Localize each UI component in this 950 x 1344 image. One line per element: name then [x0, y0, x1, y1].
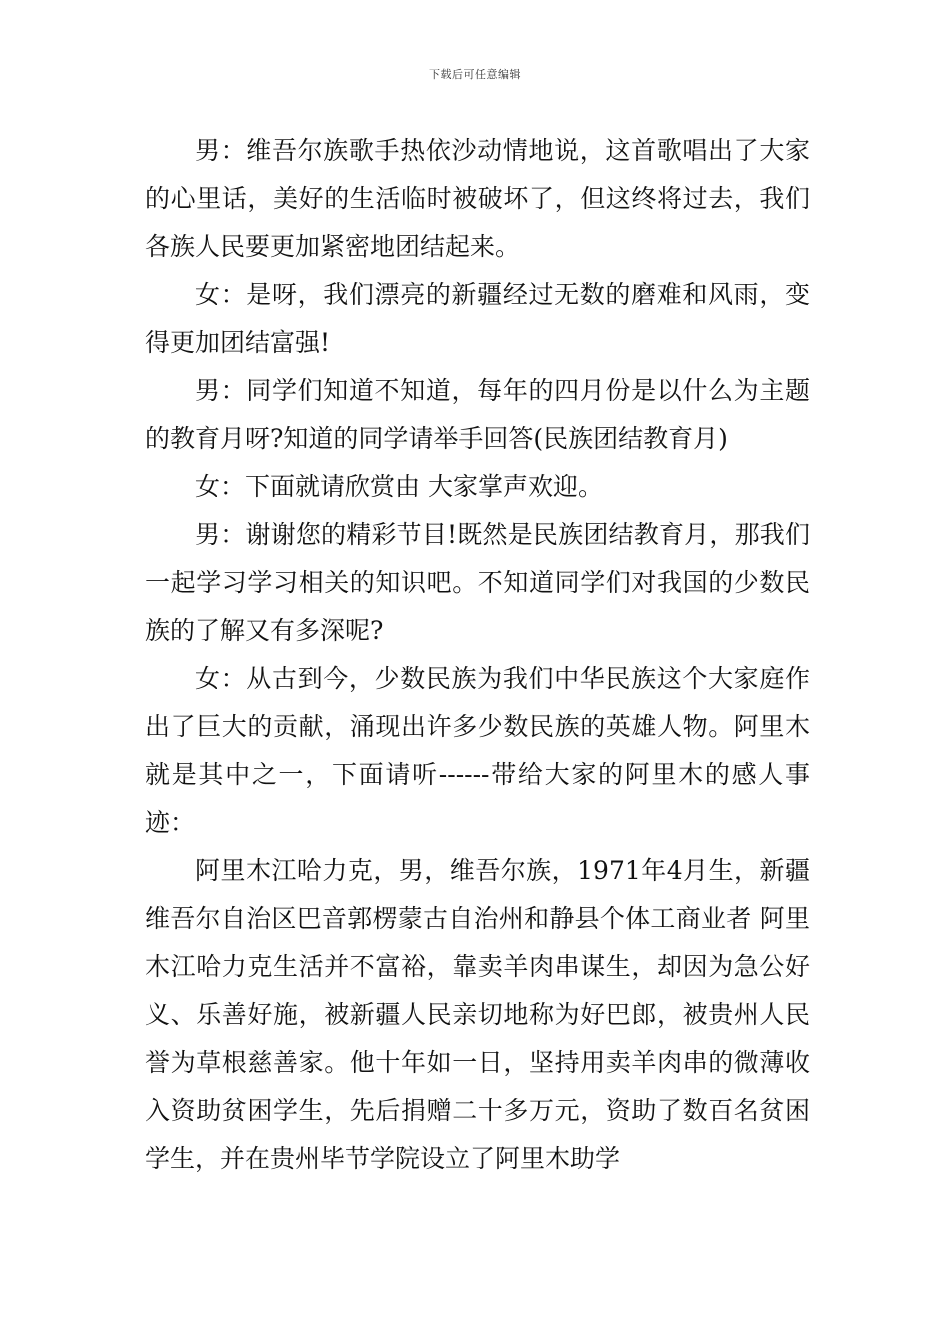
paragraph-4: 女：下面就请欣赏由 大家掌声欢迎。 [195, 472, 603, 501]
paragraph-1: 男：维吾尔族歌手热依沙动情地说，这首歌唱出了大家的心里话，美好的生活临时被破坏了，但这终将过去，我们各族人民要更加紧密地团结起来。 [145, 136, 810, 261]
paragraph-7: 阿里木江哈力克，男，维吾尔族，1971年4月生，新疆维吾尔自治区巴音郭楞蒙古自治州和静县个体工商业者 阿里木江哈力克生活并不富裕，靠卖羊肉串谋生，却因为急公好义、乐善好施，被新疆人民亲切地称为好巴郎，被贵州人民誉为草根慈善家。他十年如一日，坚持用卖羊肉串的微薄收入资助贫困学生，先后捐赠二十多万元，资助了数百名贫困学生，并在贵州毕节学院设立了阿里木助学 [145, 856, 810, 1173]
paragraph-6: 女：从古到今，少数民族为我们中华民族这个大家庭作出了巨大的贡献，涌现出许多少数民族的英雄人物。阿里木就是其中之一，下面请听------带给大家的阿里木的感人事迹： [145, 664, 810, 837]
paragraph-3: 男：同学们知道不知道，每年的四月份是以什么为主题的教育月呀?知道的同学请举手回答(民族团结教育月) [145, 376, 810, 453]
paragraph-2: 女：是呀，我们漂亮的新疆经过无数的磨难和风雨，变得更加团结富强! [145, 280, 810, 357]
header-note: 下载后可任意编辑 [429, 68, 521, 81]
document-body [145, 127, 810, 1183]
paragraph-5: 男：谢谢您的精彩节目!既然是民族团结教育月，那我们一起学习学习相关的知识吧。不知道同学们对我国的少数民族的了解又有多深呢? [145, 520, 810, 645]
